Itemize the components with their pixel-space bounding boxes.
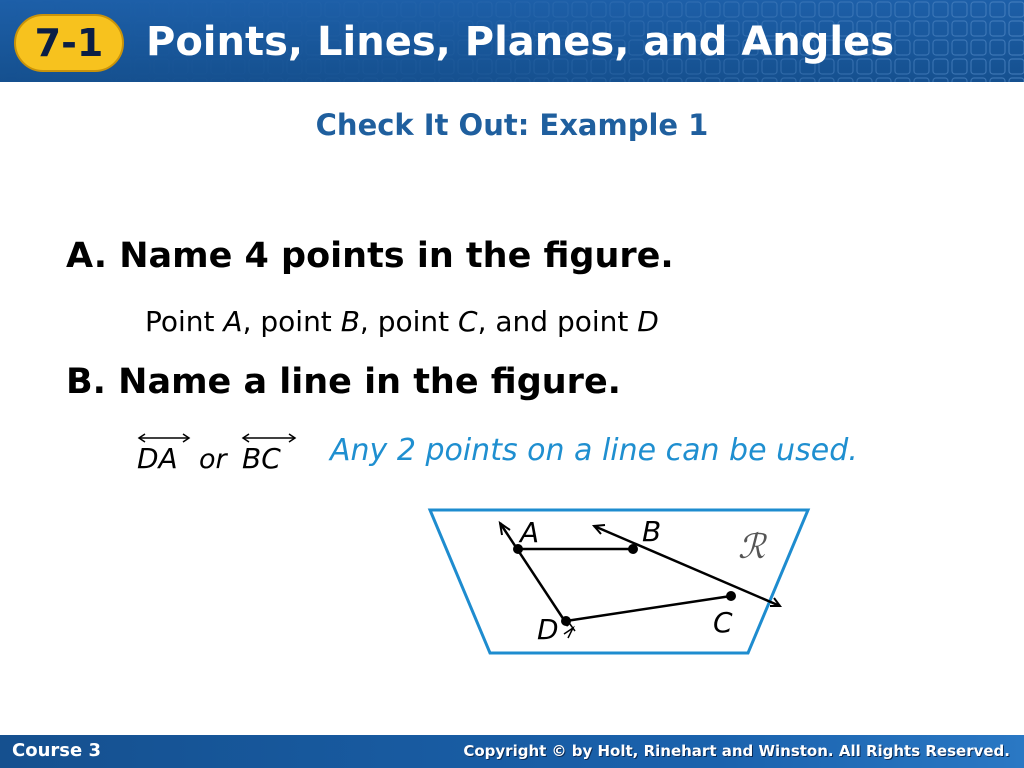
point-d-label: D [537,613,559,646]
header-banner [0,0,1024,82]
question-a: A. Name 4 points in the figure. [66,236,674,276]
point-c-dot [726,591,736,601]
point-name: B [340,305,360,338]
line-names [135,430,315,478]
answer-text: , and point [477,305,638,338]
lesson-badge: 7-1 [14,14,124,72]
course-label: Course 3 [12,740,101,761]
answer-text: Point [145,305,224,338]
question-b: B. Name a line in the figure. [66,362,621,402]
answer-a [145,305,659,338]
example-subtitle: Check It Out: Example 1 [315,108,709,142]
footer-bar [0,735,1024,768]
segment-dc [566,596,731,621]
point-name: A [223,305,243,338]
point-d-dot [561,616,571,626]
line-bc-label: BC [242,442,281,475]
line-da-symbol [137,434,189,475]
arrowhead [564,628,573,638]
point-name: C [458,305,478,338]
copyright-notice: Copyright © by Holt, Rinehart and Winston. All Rights Reserved. [463,742,1010,760]
lesson-title: Points, Lines, Planes, and Angles [146,19,895,65]
point-c-label: C [713,606,733,639]
hint-text: Any 2 points on a line can be used. [330,433,858,468]
answer-text: , point [359,305,459,338]
answer-text: , point [242,305,341,338]
point-b-dot [628,544,638,554]
point-b-label: B [642,515,662,548]
line-bc-symbol [242,434,295,475]
point-a-label: A [520,516,540,549]
plane-figure [420,500,820,660]
connector-or: or [199,444,227,475]
line-da-label: DA [137,442,178,475]
plane-label: ℛ [738,527,766,567]
point-name: D [637,305,659,338]
